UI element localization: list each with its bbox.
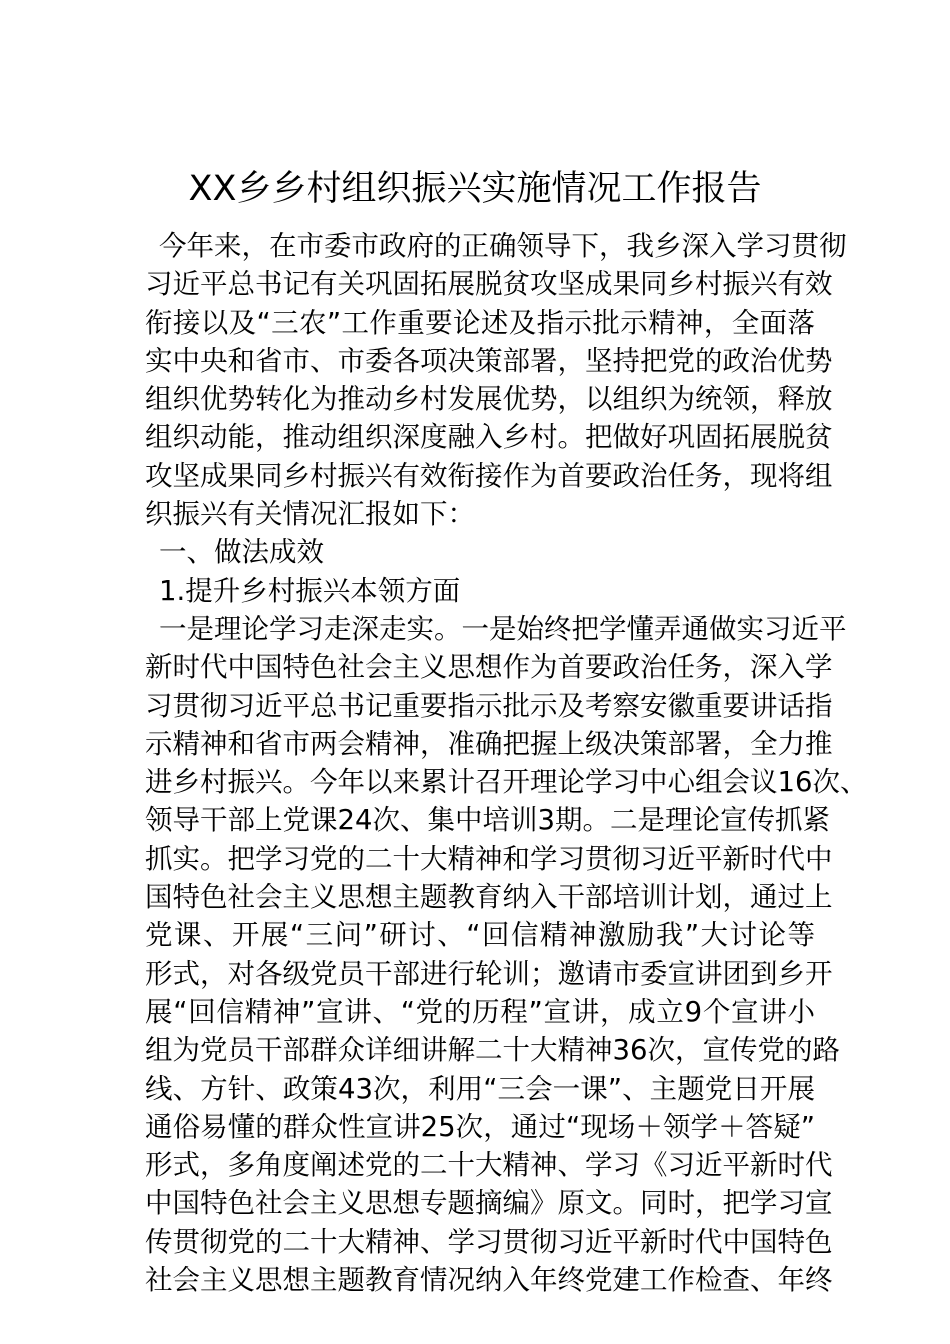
paragraph-line: 中国特色社会主义思想专题摘编》原文。同时，把学习宣 xyxy=(145,1187,833,1220)
paragraph-line: 示精神和省市两会精神，准确把握上级决策部署，全力推 xyxy=(145,727,833,760)
document-title: XX乡乡村组织振兴实施情况工作报告 xyxy=(188,169,762,209)
paragraph-line: 领导干部上党课24次、集中培训3期。二是理论宣传抓紧 xyxy=(145,804,830,837)
subsection-heading: 1.提升乡村振兴本领方面 xyxy=(159,574,461,607)
paragraph-line: 社会主义思想主题教育情况纳入年终党建工作检查、年终 xyxy=(145,1264,833,1297)
paragraph-line: 形式，多角度阐述党的二十大精神、学习《习近平新时代 xyxy=(145,1149,833,1182)
paragraph-line: 衔接以及“三农”工作重要论述及指示批示精神，全面落 xyxy=(145,306,815,339)
paragraph-line: 一是理论学习走深走实。一是始终把学懂弄通做实习近平 xyxy=(159,612,847,645)
paragraph-line: 展“回信精神”宣讲、“党的历程”宣讲，成立9个宣讲小 xyxy=(145,995,815,1028)
paragraph-line: 习近平总书记有关巩固拓展脱贫攻坚成果同乡村振兴有效 xyxy=(145,268,833,301)
document-body xyxy=(145,227,868,1299)
paragraph-line: 传贯彻党的二十大精神、学习贯彻习近平新时代中国特色 xyxy=(145,1225,833,1258)
paragraph-line: 今年来，在市委市政府的正确领导下，我乡深入学习贯彻 xyxy=(159,230,847,262)
paragraph-line: 抓实。把学习党的二十大精神和学习贯彻习近平新时代中 xyxy=(145,842,833,875)
paragraph-line: 组为党员干部群众详细讲解二十大精神36次，宣传党的路 xyxy=(145,1034,840,1067)
paragraph-line: 组织动能，推动组织深度融入乡村。把做好巩固拓展脱贫 xyxy=(145,421,833,454)
section-heading: 一、做法成效 xyxy=(159,536,324,569)
paragraph-line: 习贯彻习近平总书记重要指示批示及考察安徽重要讲话指 xyxy=(145,689,833,722)
paragraph-line: 实中央和省市、市委各项决策部署，坚持把党的政治优势 xyxy=(145,344,833,377)
paragraph-line: 进乡村振兴。今年以来累计召开理论学习中心组会议16次、 xyxy=(145,766,868,799)
paragraph-line: 攻坚成果同乡村振兴有效衔接作为首要政治任务，现将组 xyxy=(145,459,833,492)
paragraph-line: 党课、开展“三问”研讨、“回信精神激励我”大讨论等 xyxy=(145,919,815,952)
paragraph-line: 织振兴有关情况汇报如下： xyxy=(145,498,475,531)
paragraph-line: 新时代中国特色社会主义思想作为首要政治任务，深入学 xyxy=(145,651,833,684)
paragraph-line: 形式，对各级党员干部进行轮训；邀请市委宣讲团到乡开 xyxy=(145,957,833,990)
paragraph-line: 国特色社会主义思想主题教育纳入干部培训计划，通过上 xyxy=(145,881,833,914)
paragraph-line: 通俗易懂的群众性宣讲25次，通过“现场＋领学＋答疑” xyxy=(145,1110,815,1143)
paragraph-line: 线、方针、政策43次，利用“三会一课”、主题党日开展 xyxy=(145,1072,815,1105)
paragraph-line: 组织优势转化为推动乡村发展优势，以组织为统领，释放 xyxy=(145,383,833,416)
